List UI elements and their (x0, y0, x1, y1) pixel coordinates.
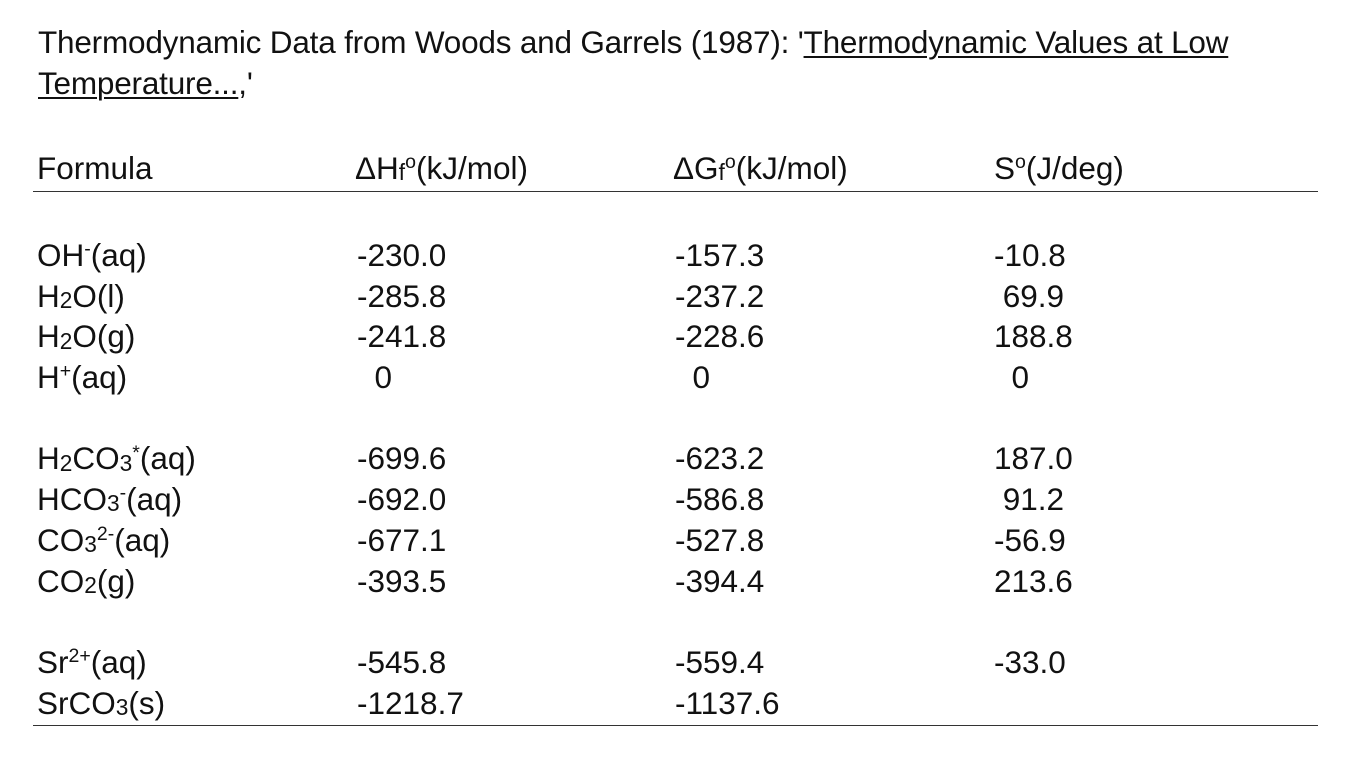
group-spacer (0, 601, 1346, 642)
gibbs-cell: -559.4 (675, 643, 765, 680)
gibbs-cell: -157.3 (675, 237, 765, 273)
enthalpy-cell: -692.0 (357, 481, 447, 518)
entropy-cell: -33.0 (994, 643, 1066, 680)
enthalpy-cell: -230.0 (357, 237, 447, 273)
column-header-entropy: $S^o(J/deg)$ (994, 150, 1124, 186)
entropy-cell: 213.6 (994, 562, 1073, 599)
bottom-rule (33, 725, 1318, 726)
formula-cell: $HCO_3^-(aq)$ (37, 481, 183, 518)
column-header-enthalpy: $\Delta H_f^o(kJ/mol)$ (355, 150, 528, 186)
formula-cell: $CO_3^{2-}(aq)$ (37, 521, 171, 558)
table-row (0, 357, 1346, 398)
formula-cell: $Sr^{2+}(aq)$ (37, 643, 147, 680)
table-row (0, 683, 1346, 724)
enthalpy-cell: -1218.7 (357, 684, 464, 721)
entropy-cell: 187.0 (994, 440, 1073, 477)
document-title (38, 22, 1328, 104)
formula-cell: OH-(aq) (37, 237, 147, 273)
gibbs-cell: -1137.6 (675, 684, 780, 721)
formula-cell: SrCO$_3$(s) (37, 684, 166, 721)
table-row (0, 479, 1346, 520)
entropy-cell: 91.2 (994, 481, 1065, 518)
enthalpy-cell: -393.5 (357, 562, 447, 599)
entropy-cell: 0 (994, 359, 1030, 396)
formula-cell: $CO_2(g)$ (37, 562, 136, 599)
enthalpy-cell: -285.8 (357, 277, 447, 314)
enthalpy-cell: 0 (357, 359, 393, 396)
table-row (0, 520, 1346, 561)
formula-cell: $H_2O(l)$ (37, 277, 125, 314)
group-spacer (0, 398, 1346, 439)
table-body (0, 235, 1346, 723)
entropy-cell: 69.9 (994, 277, 1065, 314)
gibbs-cell: -527.8 (675, 521, 765, 558)
title-book-name: Thermodynamic Values at Low Temperature... (38, 24, 1229, 101)
formula-cell: $H_2CO_3^*(aq)$ (37, 440, 196, 477)
entropy-cell: -56.9 (994, 521, 1066, 558)
table-row (0, 438, 1346, 479)
enthalpy-cell: -677.1 (357, 521, 447, 558)
entropy-cell: -10.8 (994, 237, 1066, 273)
title-suffix: ,' (238, 65, 253, 101)
enthalpy-cell: -241.8 (357, 318, 447, 355)
gibbs-cell: -623.2 (675, 440, 765, 477)
table-row (0, 561, 1346, 602)
title-prefix: Thermodynamic Data from Woods and Garrels (1987): ' (38, 24, 804, 60)
enthalpy-cell: -545.8 (357, 643, 447, 680)
table-row (0, 276, 1346, 317)
formula-cell: $H_2O(g)$ (37, 318, 136, 355)
formula-cell: H+(aq) (37, 359, 128, 396)
table-row (0, 316, 1346, 357)
column-header-formula: Formula (37, 150, 153, 186)
gibbs-cell: -228.6 (675, 318, 765, 355)
table-row (0, 642, 1346, 683)
column-header-gibbs: $\Delta G_f^o(kJ/mol)$ (673, 150, 848, 186)
gibbs-cell: -237.2 (675, 277, 765, 314)
gibbs-cell: -394.4 (675, 562, 765, 599)
entropy-cell: 188.8 (994, 318, 1073, 355)
table-row (0, 235, 1346, 276)
header-rule (33, 191, 1318, 192)
gibbs-cell: -586.8 (675, 481, 765, 518)
gibbs-cell: 0 (675, 359, 711, 396)
enthalpy-cell: -699.6 (357, 440, 447, 477)
